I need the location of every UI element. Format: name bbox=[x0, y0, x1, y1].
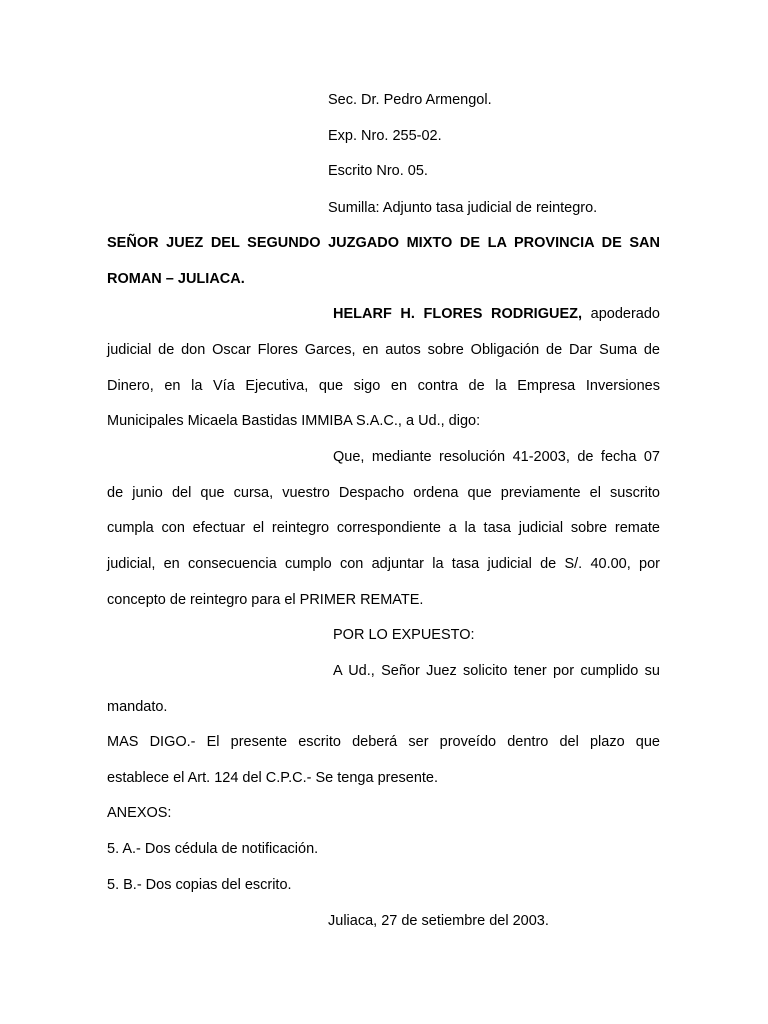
anexo-item: 5. B.- Dos copias del escrito. bbox=[107, 877, 292, 893]
addressee-line-1: SEÑOR JUEZ DEL SEGUNDO JUZGADO MIXTO DE LA PROVINCIA DE SAN bbox=[107, 235, 660, 251]
body-line-4: judicial, en consecuencia cumplo con adjuntar la tasa judicial de S/. 40.00, por bbox=[107, 556, 660, 572]
anexo-item: 5. A.- Dos cédula de notificación. bbox=[107, 841, 319, 857]
closing-place-date: Juliaca, 27 de setiembre del 2003. bbox=[328, 913, 549, 929]
body-line-2: de junio del que cursa, vuestro Despacho ordena que previamente el suscrito bbox=[107, 485, 660, 501]
intro-line-1-rest: apoderado bbox=[582, 306, 660, 322]
mas-digo-line-2: establece el Art. 124 del C.P.C.- Se tenga presente. bbox=[107, 770, 439, 786]
intro-line-4: Municipales Micaela Bastidas IMMIBA S.A.C., a Ud., digo: bbox=[107, 413, 481, 429]
addressee-line-2: ROMAN – JULIACA. bbox=[107, 271, 245, 287]
intro-line-2: judicial de don Oscar Flores Garces, en autos sobre Obligación de Dar Suma de bbox=[107, 342, 660, 358]
mas-digo-line-1: MAS DIGO.- El presente escrito deberá ser proveído dentro del plazo que bbox=[107, 734, 660, 750]
header-sec: Sec. Dr. Pedro Armengol. bbox=[328, 92, 492, 108]
petitioner-name: HELARF H. FLORES RODRIGUEZ, bbox=[333, 306, 583, 322]
body-line-5: concepto de reintegro para el PRIMER REMATE. bbox=[107, 592, 424, 608]
header-escrito: Escrito Nro. 05. bbox=[328, 163, 428, 179]
header-sumilla: Sumilla: Adjunto tasa judicial de reintegro. bbox=[328, 200, 598, 216]
conclusion-heading: POR LO EXPUESTO: bbox=[333, 627, 475, 643]
conclusion-line-1: A Ud., Señor Juez solicito tener por cumplido su bbox=[333, 663, 660, 679]
anexos-heading: ANEXOS: bbox=[107, 805, 172, 821]
conclusion-line-2: mandato. bbox=[107, 699, 168, 715]
intro-line-3: Dinero, en la Vía Ejecutiva, que sigo en contra de la Empresa Inversiones bbox=[107, 378, 660, 394]
body-line-1: Que, mediante resolución 41-2003, de fecha 07 bbox=[333, 449, 660, 465]
header-exp: Exp. Nro. 255-02. bbox=[328, 128, 442, 144]
intro-line-1 bbox=[333, 304, 660, 324]
body-line-3: cumpla con efectuar el reintegro correspondiente a la tasa judicial sobre remate bbox=[107, 520, 660, 536]
